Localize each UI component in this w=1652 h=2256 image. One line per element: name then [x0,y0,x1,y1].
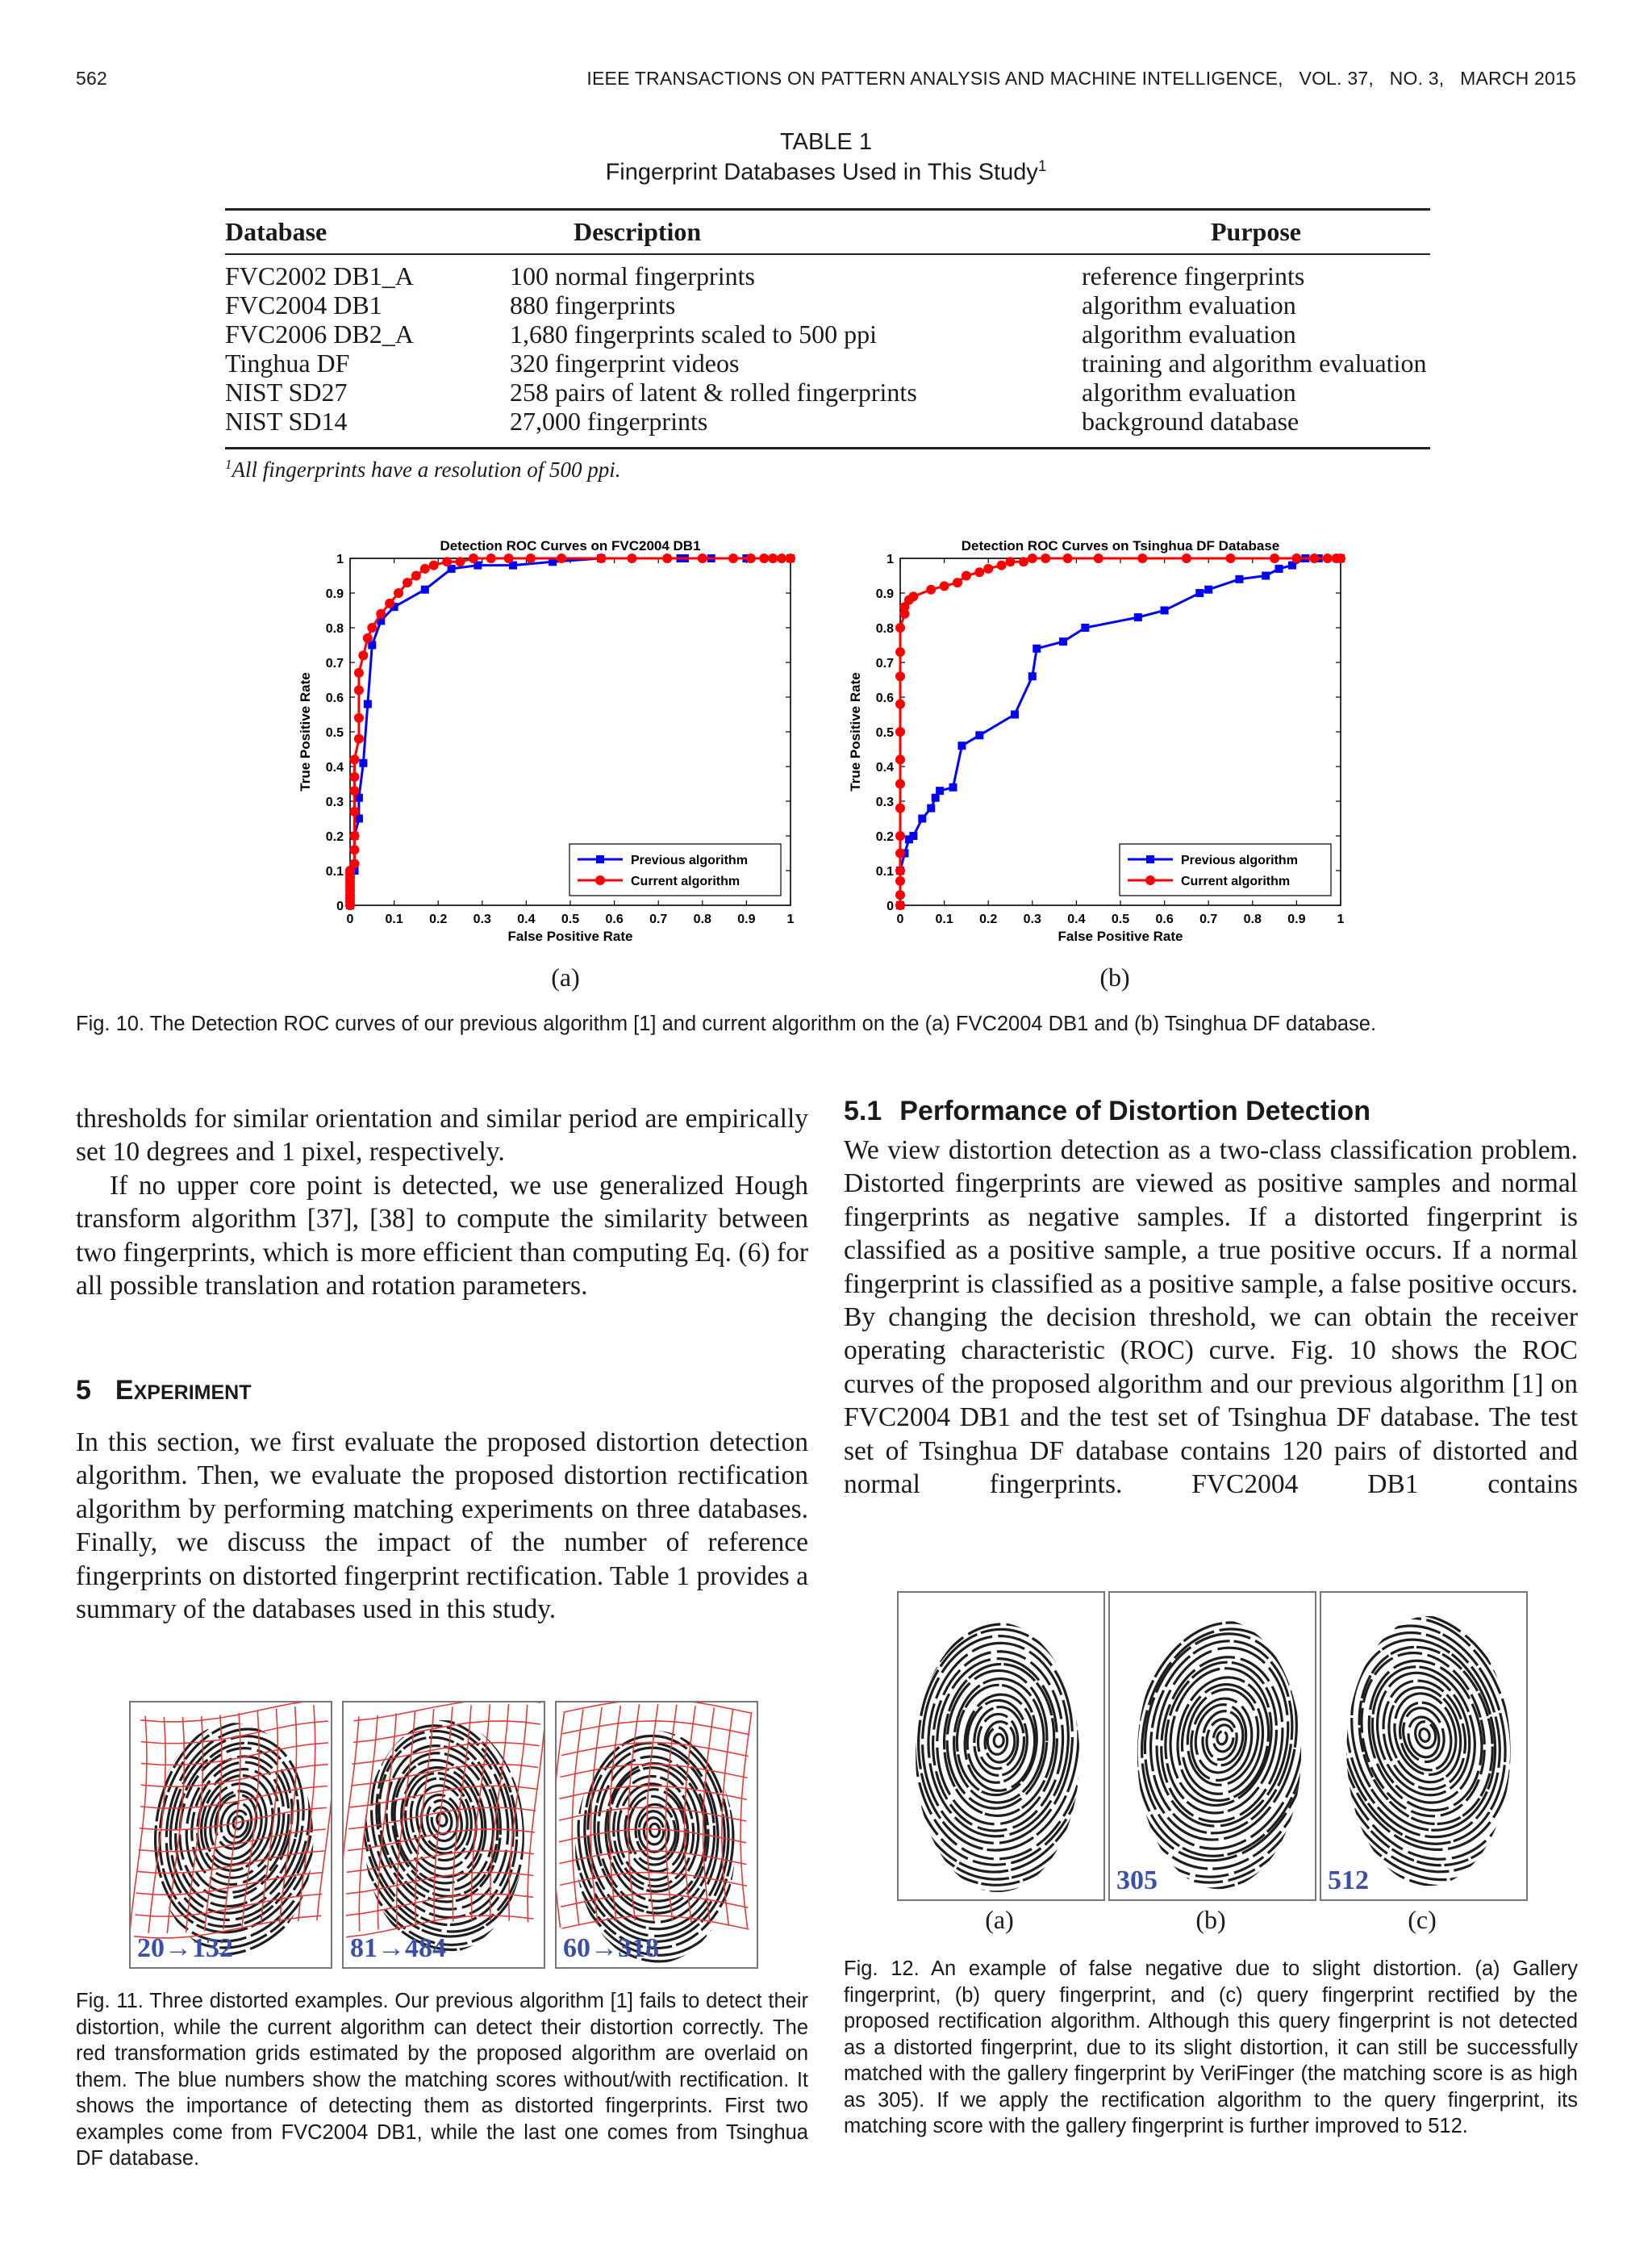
x-tick-label: 0.5 [1111,913,1130,926]
data-point [895,876,905,886]
matching-score: 305 [1116,1865,1158,1895]
x-tick-label: 0.3 [473,913,491,926]
table-cell-description: 880 fingerprints [510,290,676,320]
data-point [429,561,439,570]
data-point [895,900,905,910]
x-tick-label: 0.2 [979,913,998,926]
data-point [895,831,905,841]
fingerprint-image [344,1702,544,1967]
data-point [354,713,364,723]
ridge [649,1824,660,1837]
table-cell-purpose: algorithm evaluation [1082,320,1296,349]
table-footnote-text: All fingerprints have a resolution of 500 ppi. [232,457,621,482]
data-point [746,554,756,563]
data-point [349,754,359,764]
data-point [376,609,386,619]
fingerprint-ridges [899,1593,1103,1899]
data-point [940,581,949,591]
data-point [895,849,905,859]
table-header-row [225,210,1430,255]
data-point [420,564,430,574]
data-point [557,554,566,563]
data-point [349,786,359,796]
legend [1120,844,1331,896]
data-point [1028,672,1037,680]
data-point [1059,637,1067,645]
data-point [1032,645,1041,653]
data-point [1270,554,1279,563]
roc-chart-fvc2004 [290,526,823,962]
y-tick-label: 0.8 [875,622,894,636]
table-footnote [225,457,620,483]
grid-line [359,1715,378,1932]
data-point [895,671,905,681]
data-point [1019,557,1028,566]
fingerprint-image [131,1702,331,1967]
legend [569,844,781,896]
data-point [1204,586,1212,594]
data-point [627,554,636,563]
data-point [768,554,778,563]
section-number: 5 [76,1375,91,1406]
data-point [936,787,944,795]
data-point [1137,554,1147,563]
data-point [1094,554,1103,563]
x-axis-label: False Positive Rate [507,929,633,944]
data-point [953,578,962,587]
data-point [403,578,412,587]
table-cell-database: NIST SD14 [225,407,510,449]
y-tick-label: 0.9 [325,587,344,601]
x-tick-label: 0.8 [1243,913,1262,926]
legend-entry: Current algorithm [1181,875,1291,888]
table-title: TABLE 1 [780,129,872,155]
x-tick-label: 0.4 [517,913,536,926]
x-tick-label: 1 [786,913,795,926]
ridge [148,1714,329,1935]
x-tick-label: 0.5 [561,913,580,926]
fig10-caption: Fig. 10. The Detection ROC curves of our previous algorithm [1] and current algorithm on the (a) FVC2004 DB1 and (b) Tsinghua DF database. [76,1013,1377,1035]
table-caption [0,158,1652,186]
data-point [895,866,905,875]
x-tick-label: 0.2 [429,913,448,926]
table-row [225,407,1430,449]
legend-marker [1146,855,1154,863]
data-point [349,772,359,782]
page-number: 562 [76,68,107,89]
grid-line [344,1716,359,1932]
data-point [895,890,905,900]
table-footnote-sup: 1 [225,457,232,472]
grid-line [528,1706,544,1922]
data-point [486,554,496,563]
legend-entry: Previous algorithm [1181,854,1298,867]
ridge [1216,1731,1228,1745]
data-point [1028,554,1037,563]
y-tick-label: 0.6 [325,691,344,705]
y-tick-label: 0.9 [875,587,894,601]
fingerprint-image [899,1593,1103,1899]
data-point [895,804,905,813]
fingerprint-ridges [344,1702,544,1967]
table-header-purpose: Purpose [1082,210,1430,255]
data-point [385,599,394,608]
x-tick-label: 1 [1337,913,1345,926]
journal-header: IEEE TRANSACTIONS ON PATTERN ANALYSIS AND MACHINE INTELLIGENCE, VOL. 37, NO. 3, MARCH 2015 [586,68,1576,89]
table-cell-database: FVC2004 DB1 [225,290,382,320]
paragraph: In this section, we first evaluate the proposed distortion detection algorithm. Then, we evaluate the proposed distortion rectification algorithm by performing matching experiments on three databases. Finally, we discuss the impact of the number of reference fingerprints on distorted fingerprint rectification. Table 1 provides a summary of the databases used in this study. [76,1427,808,1625]
data-point [1134,613,1142,621]
y-tick-label: 0.5 [325,726,344,740]
fig10-label-b: (b) [1099,963,1130,992]
table-caption-text: Fingerprint Databases Used in This Study [605,159,1038,186]
data-point [354,734,364,744]
fig11-distorted-fingerprint-3 [555,1701,758,1969]
x-tick-label: 0.3 [1023,913,1041,926]
matching-score: 20→132 [137,1933,233,1963]
table-cell-database: FVC2006 DB2_A [225,320,414,349]
x-axis-label: False Positive Rate [1058,929,1183,944]
data-point [895,647,905,657]
subsection-number: 5.1 [844,1096,882,1126]
data-point [1291,554,1301,563]
data-point [359,759,367,767]
y-tick-label: 0.8 [325,622,344,636]
data-point [1011,711,1019,719]
y-tick-label: 1 [886,553,894,566]
subsection-title: Performance of Distortion Detection [899,1096,1371,1126]
y-tick-label: 0.7 [875,657,894,671]
fig12-query-fingerprint [1108,1591,1316,1901]
data-point [1336,554,1345,563]
left-column-section [76,1426,808,1626]
data-point [975,731,983,739]
y-tick-label: 0.2 [325,830,344,844]
x-tick-label: 0 [896,913,904,926]
y-tick-label: 0.5 [875,726,894,740]
grid-line [140,1702,327,1722]
grid-line [561,1743,749,1757]
x-tick-label: 0.9 [1287,913,1306,926]
table-cell-description: 320 fingerprint videos [510,349,740,378]
data-point [909,832,917,840]
data-point [698,554,707,563]
data-point [895,700,905,709]
subsection-heading [844,1096,1370,1127]
data-point [358,650,368,660]
table-cell-description: 100 normal fingerprints [510,261,755,290]
table-row [225,378,1430,407]
fig10-label-a: (a) [551,963,580,992]
data-point [411,571,421,581]
data-point [908,591,918,601]
data-point [983,564,993,574]
data-point [1041,554,1050,563]
fingerprint-image [1321,1593,1526,1899]
data-point [1235,575,1243,583]
y-tick-label: 0.2 [875,830,894,844]
legend-marker [595,875,605,885]
table-header-database: Database [225,210,510,255]
data-point [932,794,940,802]
table-cell-purpose: training and algorithm evaluation [1082,349,1427,378]
fig12-gallery-fingerprint [897,1591,1105,1901]
grid-line [141,1743,328,1765]
x-tick-label: 0.1 [935,913,953,926]
table-cell-database: FVC2002 DB1_A [225,261,414,290]
data-point [596,554,606,563]
data-point [997,561,1007,570]
data-point [1275,565,1283,573]
grid-line [346,1894,533,1916]
fingerprint-image [557,1702,757,1967]
table-cell-purpose: algorithm evaluation [1082,378,1296,407]
data-point [777,554,786,563]
data-point [349,807,359,817]
table-cell-database: NIST SD27 [225,378,348,407]
data-point [1062,554,1072,563]
data-point [926,585,936,595]
table-header-description: Description [510,210,1082,255]
table-row [225,320,1430,349]
data-point [1195,589,1204,597]
data-point [367,623,377,633]
paragraph: If no upper core point is detected, we use generalized Hough transform algorithm [37], [38] to compute the similarity between two fingerprints, which is more efficient than computing Eq. (6) for all possible translation and rotation parameters. [76,1170,808,1301]
paragraph: thresholds for similar orientation and similar period are empirically set 10 degrees and 1 pixel, respectively. [76,1104,808,1168]
x-tick-label: 0.6 [605,913,624,926]
x-tick-label: 0.7 [1199,913,1218,926]
y-tick-label: 0.4 [875,761,894,775]
legend-entry: Previous algorithm [631,854,748,867]
ridge [994,1734,1004,1748]
section-title-rest: XPERIMENT [133,1381,252,1404]
y-tick-label: 0.3 [325,796,344,809]
table-row [225,349,1430,378]
table-cell-purpose: algorithm evaluation [1082,290,1296,320]
table-cell-description: 258 pairs of latent & rolled fingerprints [510,378,917,407]
fingerprint-ridges [1321,1593,1526,1899]
left-column-top [76,1102,808,1302]
data-point [1309,554,1319,563]
data-point [895,623,905,633]
data-point [974,567,984,577]
fingerprint-ridges [1110,1593,1315,1899]
fig12-caption: Fig. 12. An example of false negative due to slight distortion. (a) Gallery fingerprint, (b) query fingerprint, and (c) query fingerprint rectified by the proposed rectification algorithm. Although this query fingerprint is not detected as a distorted fingerprint, due to its slight distortion, it can still be successfully matched with the gallery fingerprint by VeriFinger (the matching score is as high as 305). If we apply the rectification algorithm to the query fingerprint, its matching score with the gallery fingerprint is further improved to 512. [844,1957,1578,2137]
x-tick-label: 0 [346,913,354,926]
ridge [1418,1728,1431,1742]
data-point [1262,572,1270,580]
data-point [1006,557,1016,566]
data-point [962,571,971,581]
legend-entry: Current algorithm [631,875,740,888]
data-point [354,668,364,678]
data-point [469,554,478,563]
x-tick-label: 0.7 [649,913,668,926]
y-tick-label: 0.7 [325,657,344,671]
y-tick-label: 0.1 [875,865,894,879]
fig11-caption: Fig. 11. Three distorted examples. Our previous algorithm [1] fails to detect their distortion, while the current algorithm can detect their distortion correctly. The red transformation grids estimated by the proposed algorithm are overlaid on them. The blue numbers show the matching scores without/with rectification. It shows the importance of detecting them as distorted fingerprints. First two examples come from FVC2004 DB1, while the last one comes from Tsinghua DF database. [76,1990,808,2170]
legend-marker [596,855,604,863]
table-cell-description: 27,000 fingerprints [510,407,1082,449]
table-cell-purpose: reference fingerprints [1082,261,1305,290]
data-point [1182,554,1191,563]
data-point [442,557,452,566]
grid-line [131,1716,147,1932]
y-tick-label: 0.6 [875,691,894,705]
data-point [349,845,359,854]
data-point [927,804,935,813]
fig12-rectified-fingerprint [1320,1591,1528,1901]
data-point [918,815,926,823]
fig12-label-c: (c) [1408,1905,1437,1934]
y-tick-label: 0.4 [325,761,344,775]
matching-score: 81→484 [350,1933,446,1963]
fig12-label-a: (a) [985,1905,1014,1934]
x-tick-label: 0.6 [1155,913,1174,926]
grid-line [317,1704,331,1920]
chart-title: Detection ROC Curves on FVC2004 DB1 [440,538,701,554]
x-tick-label: 0.4 [1067,913,1086,926]
y-tick-label: 1 [336,553,344,566]
data-point [354,685,364,695]
legend-marker [1145,875,1155,885]
fig11-distorted-fingerprint-2 [342,1701,545,1969]
fig11-distorted-fingerprint-1 [129,1701,332,1969]
y-tick-label: 0 [336,900,344,913]
y-tick-label: 0.1 [325,865,344,879]
data-point [957,742,966,750]
chart-title: Detection ROC Curves on Tsinghua DF Database [961,538,1280,554]
ridge [1212,1723,1236,1753]
data-point [786,554,795,563]
grid-line [148,1717,165,1933]
data-point [394,588,403,598]
x-tick-label: 0.8 [693,913,711,926]
table-cell-description: 1,680 fingerprints scaled to 500 ppi [510,320,878,349]
grid-line [354,1702,541,1721]
data-point [895,754,905,764]
data-point [1081,624,1089,632]
data-point [1226,554,1236,563]
data-point [728,554,738,563]
ridge [436,1812,448,1827]
y-axis-label: True Positive Rate [298,672,313,792]
table-caption-sup: 1 [1037,158,1047,175]
fig12-label-b: (b) [1195,1905,1226,1934]
data-point [895,779,905,789]
table-cell-database: Tinghua DF [225,349,350,378]
data-point [1323,554,1333,563]
matching-score: 60→318 [563,1933,659,1963]
data-point [1161,607,1169,615]
section-title-initial: E [115,1375,134,1406]
ridge [1110,1593,1315,1892]
paragraph: We view distortion detection as a two-class classification problem. Distorted fingerprints are viewed as positive samples and normal fingerprints as negative samples. If a distorted fingerprint is classified as a positive sample, a true positive occurs. If a normal fingerprint is classified as a positive sample, a false positive occurs. By changing the decision threshold, we can obtain the receiver operating characteristic (ROC) curve. Fig. 10 shows the ROC curves of the proposed algorithm and our previous algorithm [1] on FVC2004 DB1 and the test set of Tsinghua DF database. The test set of Tsinghua DF database contains 120 pairs of distorted and normal fingerprints. FVC2004 DB1 contains [844,1135,1578,1500]
data-point [349,859,359,868]
y-axis-label: True Positive Rate [848,672,863,792]
table-cell-purpose: background database [1082,407,1430,449]
roc-chart-tsinghua [841,526,1373,962]
data-point [364,700,372,708]
x-tick-label: 0.9 [737,913,756,926]
data-point [363,633,373,643]
table-row [225,254,1430,290]
data-point [526,554,536,563]
data-point [421,586,429,594]
data-point [662,554,672,563]
section-heading [76,1375,251,1406]
table-row [225,290,1430,320]
data-point [456,557,465,566]
data-point [349,831,359,841]
data-point [949,783,957,792]
right-column [844,1134,1578,1501]
database-table [225,208,1430,449]
grid-line [562,1916,749,1929]
matching-score: 512 [1328,1865,1369,1895]
data-point [759,554,769,563]
x-tick-label: 0.1 [385,913,403,926]
data-point [504,554,514,563]
fingerprint-image [1110,1593,1315,1899]
y-tick-label: 0.3 [875,796,894,809]
data-point [895,727,905,737]
y-tick-label: 0 [886,900,894,913]
